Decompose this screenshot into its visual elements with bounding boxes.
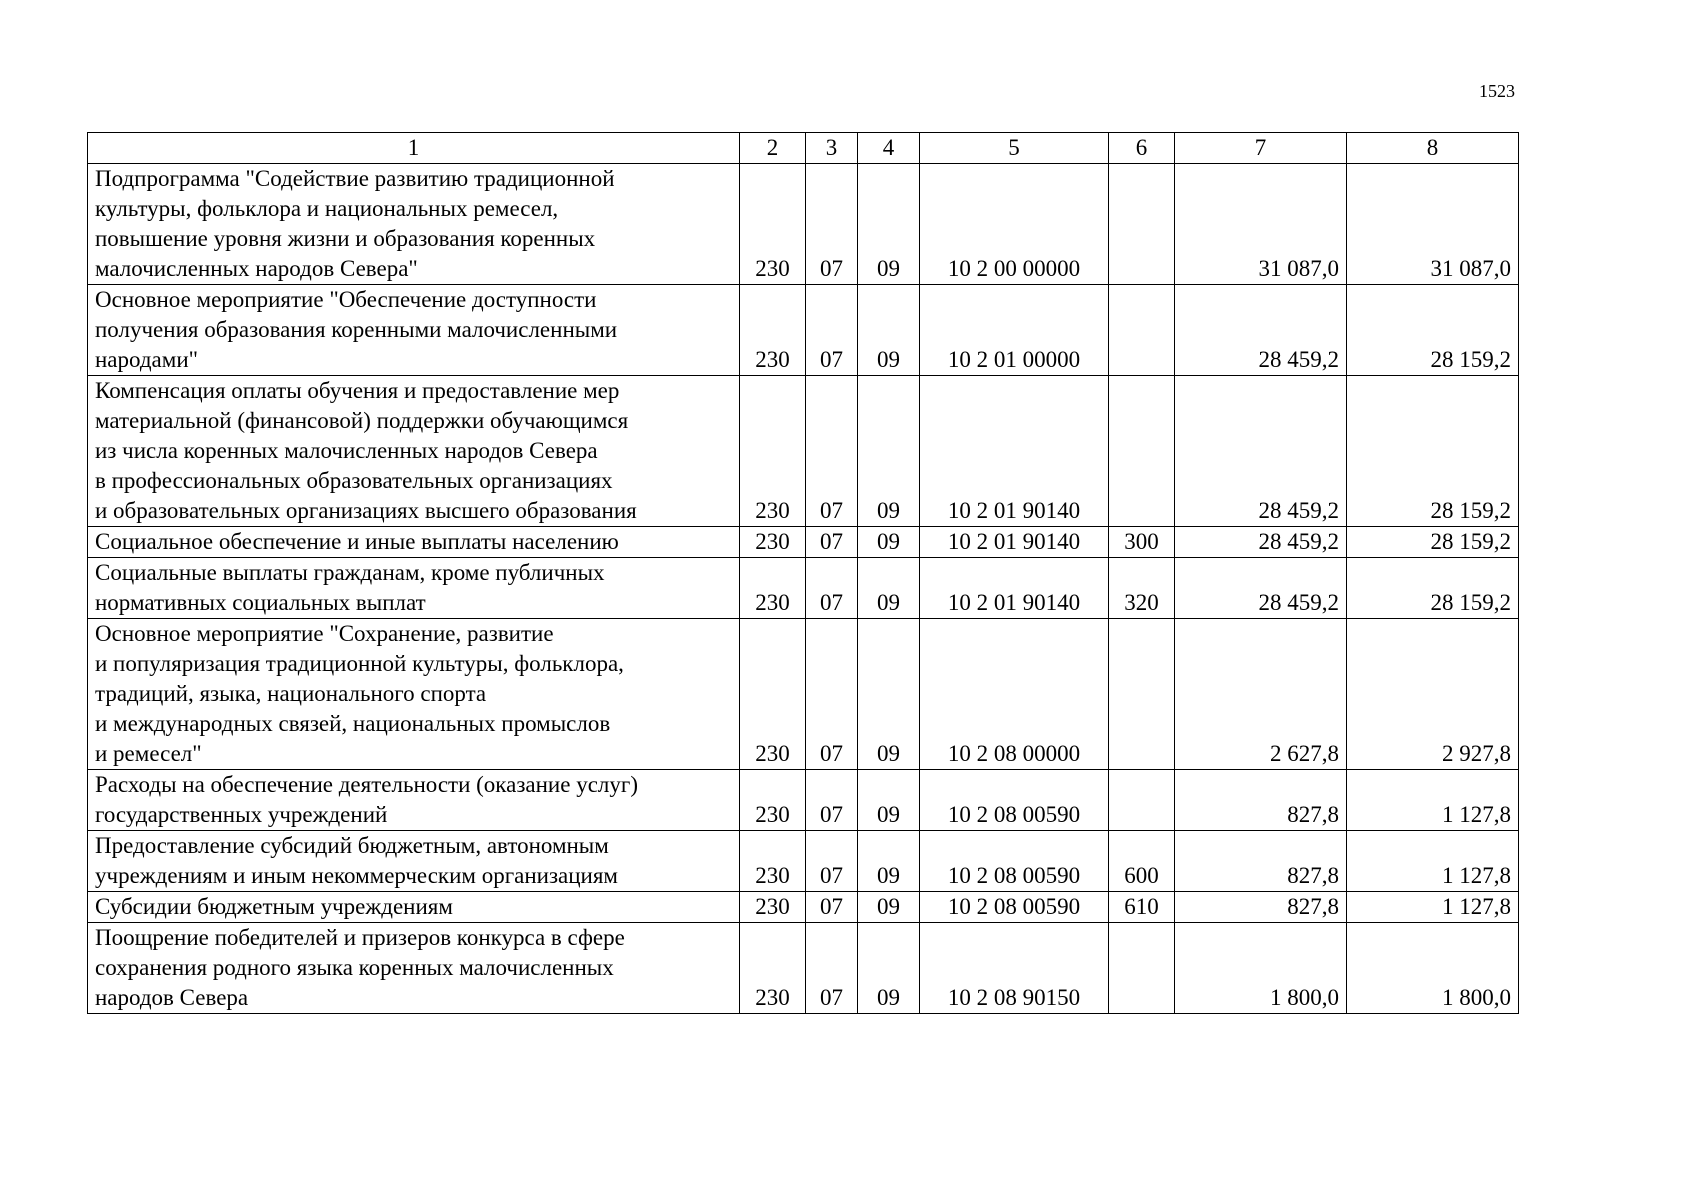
target-article-cell: 10 2 08 00590 bbox=[920, 892, 1109, 923]
ministry-code-cell: 230 bbox=[740, 164, 806, 285]
expense-type-cell bbox=[1109, 376, 1175, 527]
section-code-cell: 07 bbox=[806, 164, 858, 285]
section-code-cell: 07 bbox=[806, 892, 858, 923]
amount-col7-cell: 28 459,2 bbox=[1175, 558, 1347, 619]
row-name-cell: Расходы на обеспечение деятельности (оказание услуг) государственных учреждений bbox=[88, 770, 740, 831]
target-article-cell: 10 2 01 90140 bbox=[920, 527, 1109, 558]
subsection-code-cell: 09 bbox=[858, 558, 920, 619]
section-code-cell: 07 bbox=[806, 831, 858, 892]
ministry-code-cell: 230 bbox=[740, 892, 806, 923]
section-code-cell: 07 bbox=[806, 923, 858, 1014]
expense-type-cell: 320 bbox=[1109, 558, 1175, 619]
subsection-code-cell: 09 bbox=[858, 376, 920, 527]
header-cell: 6 bbox=[1109, 133, 1175, 164]
section-code-cell: 07 bbox=[806, 527, 858, 558]
ministry-code-cell: 230 bbox=[740, 527, 806, 558]
section-code-cell: 07 bbox=[806, 376, 858, 527]
amount-col8-cell: 31 087,0 bbox=[1347, 164, 1519, 285]
subsection-code-cell: 09 bbox=[858, 619, 920, 770]
table-row bbox=[88, 285, 1519, 376]
amount-col8-cell: 1 800,0 bbox=[1347, 923, 1519, 1014]
target-article-cell: 10 2 08 90150 bbox=[920, 923, 1109, 1014]
amount-col7-cell: 1 800,0 bbox=[1175, 923, 1347, 1014]
ministry-code-cell: 230 bbox=[740, 831, 806, 892]
expense-type-cell bbox=[1109, 770, 1175, 831]
target-article-cell: 10 2 01 90140 bbox=[920, 558, 1109, 619]
table-row bbox=[88, 527, 1519, 558]
ministry-code-cell: 230 bbox=[740, 770, 806, 831]
expense-type-cell: 300 bbox=[1109, 527, 1175, 558]
target-article-cell: 10 2 01 00000 bbox=[920, 285, 1109, 376]
amount-col8-cell: 28 159,2 bbox=[1347, 285, 1519, 376]
amount-col8-cell: 2 927,8 bbox=[1347, 619, 1519, 770]
amount-col8-cell: 1 127,8 bbox=[1347, 770, 1519, 831]
row-name-cell: Основное мероприятие "Сохранение, развитие и популяризация традиционной культуры, фольклора, традиций, языка, национального спорта и международных связей, национальных промыслов и ремесел" bbox=[88, 619, 740, 770]
amount-col7-cell: 28 459,2 bbox=[1175, 285, 1347, 376]
amount-col7-cell: 28 459,2 bbox=[1175, 376, 1347, 527]
expense-type-cell bbox=[1109, 285, 1175, 376]
section-code-cell: 07 bbox=[806, 558, 858, 619]
header-cell: 1 bbox=[88, 133, 740, 164]
header-row bbox=[88, 133, 1519, 164]
section-code-cell: 07 bbox=[806, 770, 858, 831]
amount-col8-cell: 1 127,8 bbox=[1347, 831, 1519, 892]
row-name-cell: Поощрение победителей и призеров конкурса в сфере сохранения родного языка коренных малочисленных народов Севера bbox=[88, 923, 740, 1014]
amount-col7-cell: 827,8 bbox=[1175, 831, 1347, 892]
row-name-cell: Социальные выплаты гражданам, кроме публичных нормативных социальных выплат bbox=[88, 558, 740, 619]
amount-col7-cell: 31 087,0 bbox=[1175, 164, 1347, 285]
table-row bbox=[88, 770, 1519, 831]
subsection-code-cell: 09 bbox=[858, 892, 920, 923]
amount-col7-cell: 827,8 bbox=[1175, 892, 1347, 923]
section-code-cell: 07 bbox=[806, 619, 858, 770]
row-name-cell: Подпрограмма "Содействие развитию традиционной культуры, фольклора и национальных ремесел, повышение уровня жизни и образования коренных малочисленных народов Севера" bbox=[88, 164, 740, 285]
row-name-cell: Основное мероприятие "Обеспечение доступности получения образования коренными малочисленными народами" bbox=[88, 285, 740, 376]
amount-col8-cell: 1 127,8 bbox=[1347, 892, 1519, 923]
subsection-code-cell: 09 bbox=[858, 831, 920, 892]
header-cell: 4 bbox=[858, 133, 920, 164]
amount-col7-cell: 827,8 bbox=[1175, 770, 1347, 831]
amount-col7-cell: 28 459,2 bbox=[1175, 527, 1347, 558]
row-name-cell: Компенсация оплаты обучения и предоставление мер материальной (финансовой) поддержки обучающимся из числа коренных малочисленных народов Севера в профессиональных образовательных организациях и образовательных организациях высшего образования bbox=[88, 376, 740, 527]
ministry-code-cell: 230 bbox=[740, 285, 806, 376]
section-code-cell: 07 bbox=[806, 285, 858, 376]
subsection-code-cell: 09 bbox=[858, 770, 920, 831]
page-number: 1523 bbox=[1479, 81, 1515, 101]
row-name-cell: Социальное обеспечение и иные выплаты населению bbox=[88, 527, 740, 558]
expense-type-cell: 600 bbox=[1109, 831, 1175, 892]
table-row bbox=[88, 923, 1519, 1014]
header-cell: 3 bbox=[806, 133, 858, 164]
header-cell: 8 bbox=[1347, 133, 1519, 164]
expense-type-cell: 610 bbox=[1109, 892, 1175, 923]
expense-type-cell bbox=[1109, 923, 1175, 1014]
table-row bbox=[88, 558, 1519, 619]
ministry-code-cell: 230 bbox=[740, 923, 806, 1014]
budget-table bbox=[87, 132, 1519, 1014]
target-article-cell: 10 2 00 00000 bbox=[920, 164, 1109, 285]
target-article-cell: 10 2 01 90140 bbox=[920, 376, 1109, 527]
expense-type-cell bbox=[1109, 619, 1175, 770]
amount-col8-cell: 28 159,2 bbox=[1347, 527, 1519, 558]
ministry-code-cell: 230 bbox=[740, 558, 806, 619]
table-row bbox=[88, 376, 1519, 527]
ministry-code-cell: 230 bbox=[740, 376, 806, 527]
header-cell: 7 bbox=[1175, 133, 1347, 164]
row-name-cell: Предоставление субсидий бюджетным, автономным учреждениям и иным некоммерческим организациям bbox=[88, 831, 740, 892]
table-row bbox=[88, 831, 1519, 892]
header-cell: 2 bbox=[740, 133, 806, 164]
target-article-cell: 10 2 08 00590 bbox=[920, 770, 1109, 831]
subsection-code-cell: 09 bbox=[858, 923, 920, 1014]
target-article-cell: 10 2 08 00000 bbox=[920, 619, 1109, 770]
expense-type-cell bbox=[1109, 164, 1175, 285]
ministry-code-cell: 230 bbox=[740, 619, 806, 770]
table-row bbox=[88, 164, 1519, 285]
subsection-code-cell: 09 bbox=[858, 285, 920, 376]
amount-col7-cell: 2 627,8 bbox=[1175, 619, 1347, 770]
amount-col8-cell: 28 159,2 bbox=[1347, 558, 1519, 619]
row-name-cell: Субсидии бюджетным учреждениям bbox=[88, 892, 740, 923]
subsection-code-cell: 09 bbox=[858, 527, 920, 558]
table-row bbox=[88, 619, 1519, 770]
header-cell: 5 bbox=[920, 133, 1109, 164]
amount-col8-cell: 28 159,2 bbox=[1347, 376, 1519, 527]
target-article-cell: 10 2 08 00590 bbox=[920, 831, 1109, 892]
subsection-code-cell: 09 bbox=[858, 164, 920, 285]
table-row bbox=[88, 892, 1519, 923]
